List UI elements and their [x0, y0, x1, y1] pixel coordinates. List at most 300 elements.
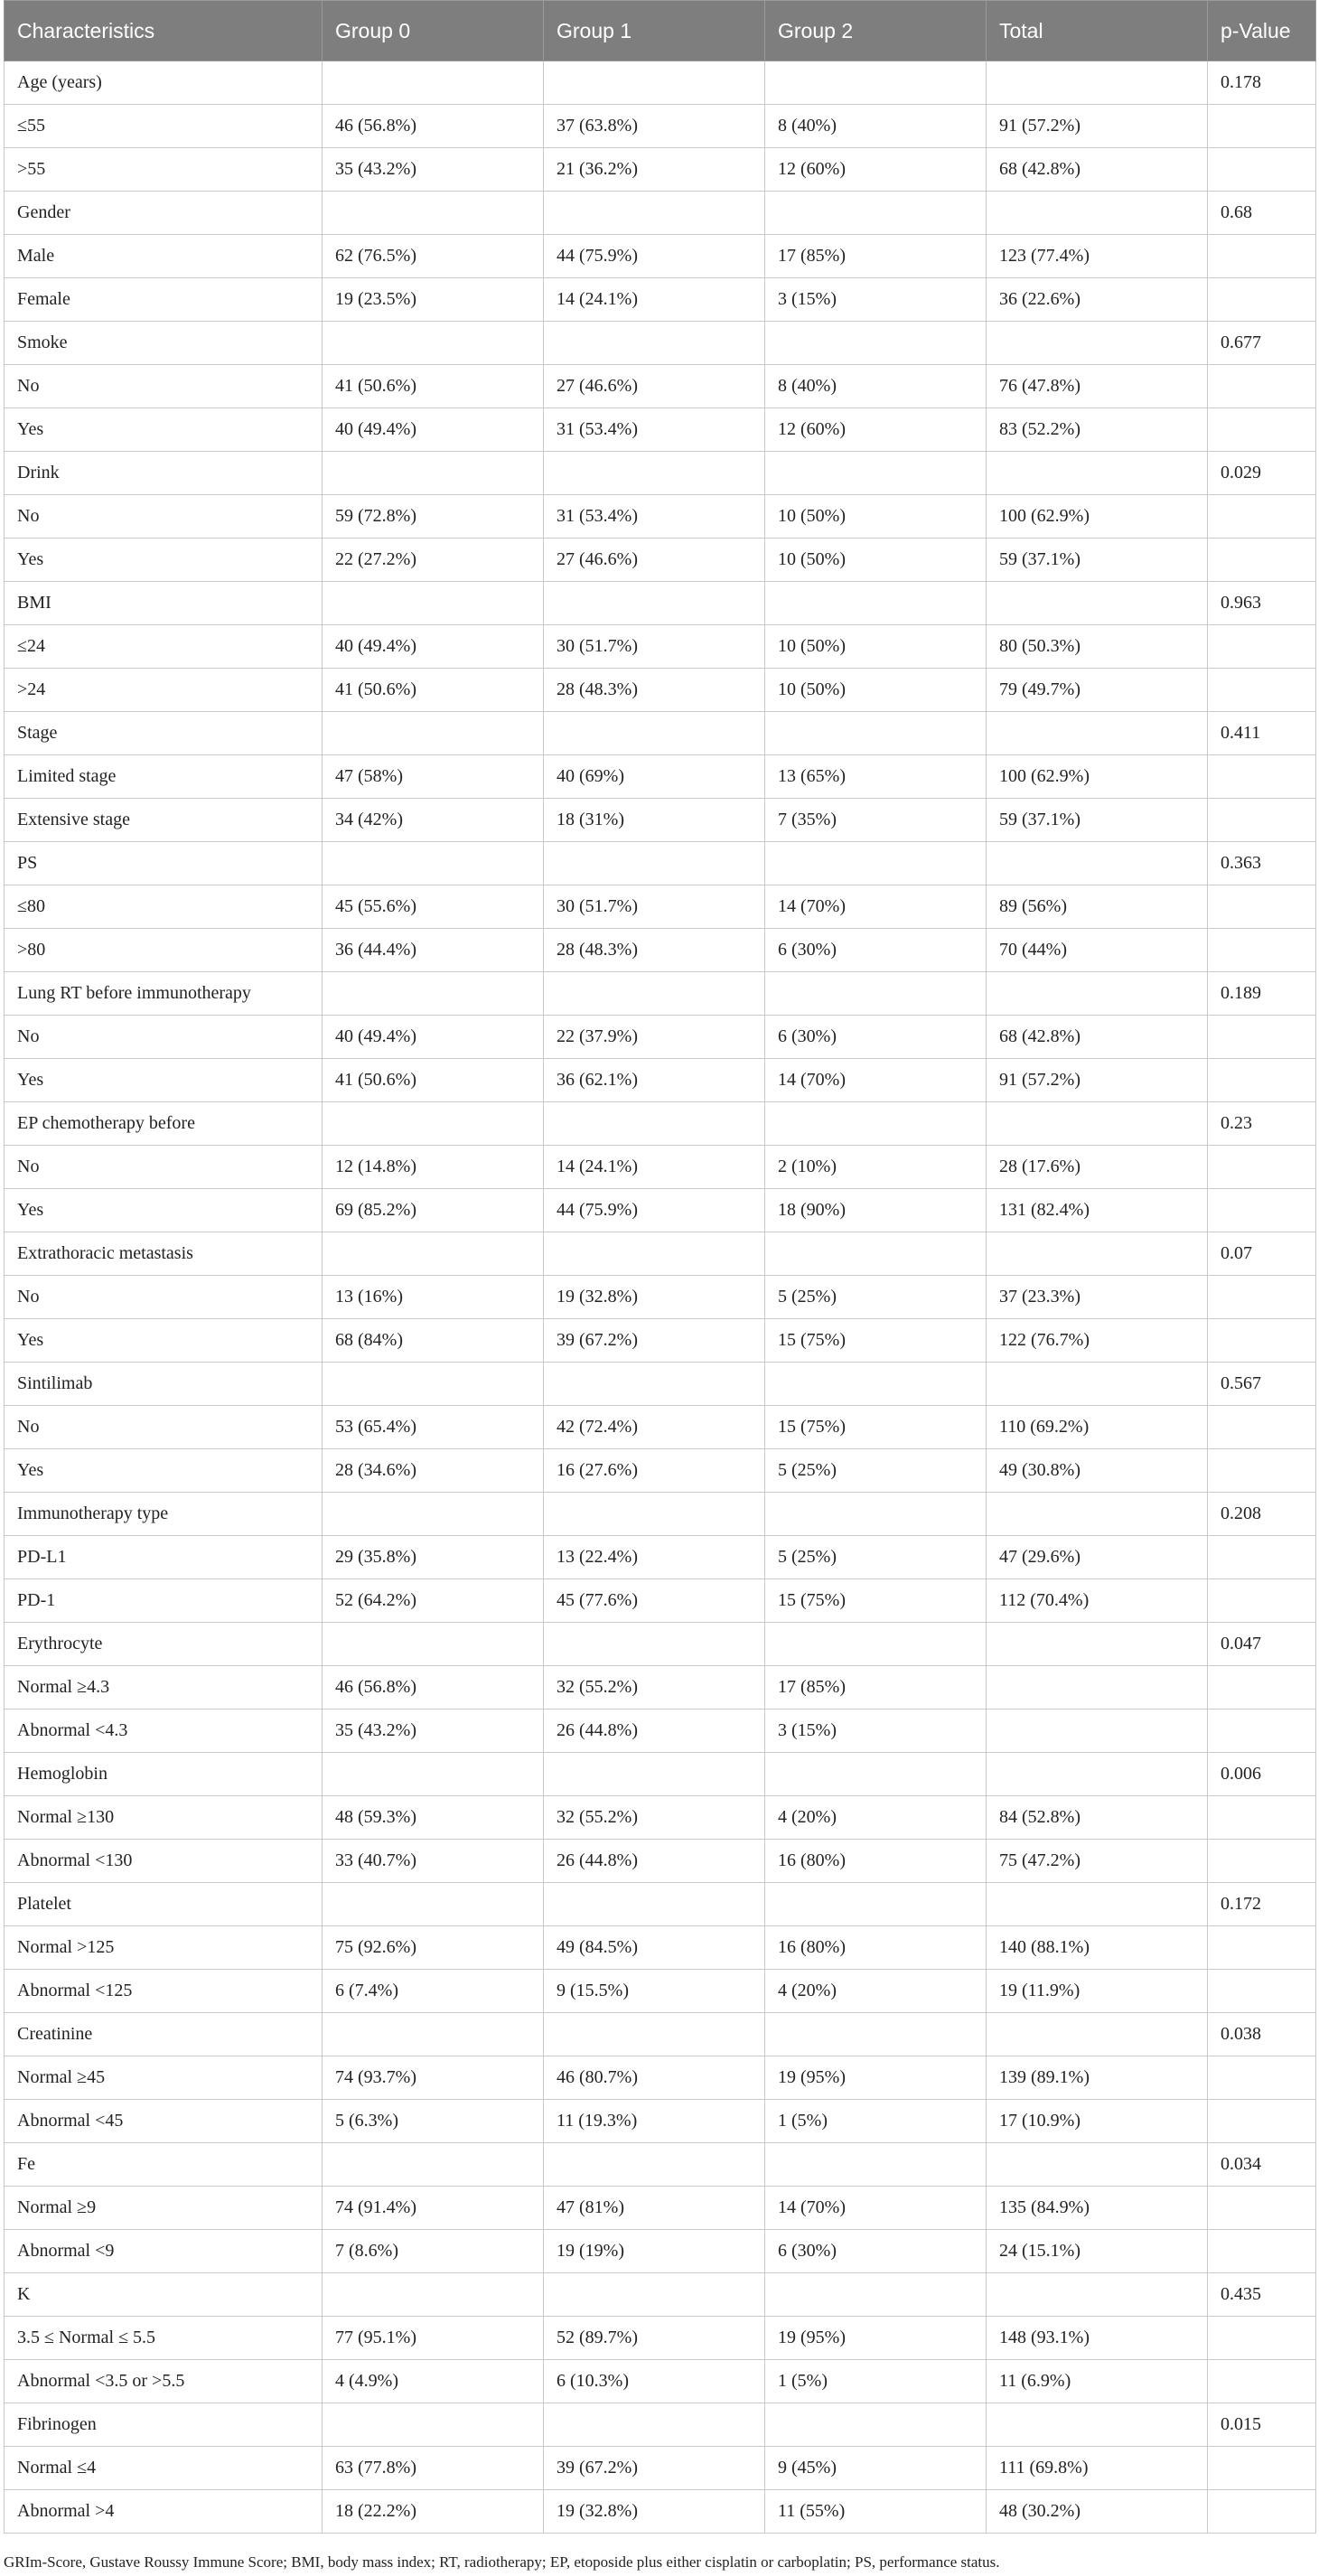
cell-p-value — [1208, 885, 1316, 929]
cell-total: 111 (69.8%) — [987, 2447, 1208, 2490]
cell-group-0: 29 (35.8%) — [323, 1536, 544, 1579]
cell-group-2: 17 (85%) — [765, 235, 987, 278]
cell-group-2 — [765, 1102, 987, 1146]
table-row — [5, 61, 1316, 105]
cell-group-0: 63 (77.8%) — [323, 2447, 544, 2490]
cell-characteristic: Limited stage — [5, 755, 323, 799]
table-row — [5, 885, 1316, 929]
cell-total: 68 (42.8%) — [987, 148, 1208, 192]
table-row — [5, 1016, 1316, 1059]
cell-p-value — [1208, 408, 1316, 452]
cell-group-2 — [765, 582, 987, 625]
cell-characteristic: Abnormal <130 — [5, 1840, 323, 1883]
cell-total: 80 (50.3%) — [987, 625, 1208, 669]
cell-group-2 — [765, 2013, 987, 2056]
cell-group-0: 40 (49.4%) — [323, 1016, 544, 1059]
cell-p-value: 0.07 — [1208, 1232, 1316, 1276]
cell-group-1 — [544, 192, 765, 235]
cell-group-0: 45 (55.6%) — [323, 885, 544, 929]
cell-characteristic: Normal ≥4.3 — [5, 1666, 323, 1710]
cell-characteristic: Sintilimab — [5, 1363, 323, 1406]
table-row — [5, 2100, 1316, 2143]
cell-group-1: 19 (32.8%) — [544, 1276, 765, 1319]
cell-total — [987, 2403, 1208, 2447]
table-row — [5, 1710, 1316, 1753]
cell-characteristic: Abnormal >4 — [5, 2490, 323, 2534]
cell-group-1: 6 (10.3%) — [544, 2360, 765, 2403]
cell-total — [987, 1753, 1208, 1796]
cell-group-1: 37 (63.8%) — [544, 105, 765, 148]
cell-group-2: 19 (95%) — [765, 2056, 987, 2100]
cell-group-0: 40 (49.4%) — [323, 408, 544, 452]
cell-group-2: 10 (50%) — [765, 539, 987, 582]
cell-group-2: 12 (60%) — [765, 408, 987, 452]
table-row — [5, 929, 1316, 972]
cell-p-value — [1208, 1840, 1316, 1883]
cell-group-2 — [765, 1623, 987, 1666]
cell-group-1: 45 (77.6%) — [544, 1579, 765, 1623]
cell-group-2 — [765, 322, 987, 365]
cell-group-1 — [544, 1493, 765, 1536]
cell-group-0: 4 (4.9%) — [323, 2360, 544, 2403]
cell-total: 48 (30.2%) — [987, 2490, 1208, 2534]
cell-group-2: 18 (90%) — [765, 1189, 987, 1232]
cell-p-value — [1208, 1926, 1316, 1970]
cell-group-2: 16 (80%) — [765, 1926, 987, 1970]
cell-characteristic: K — [5, 2273, 323, 2317]
cell-group-1 — [544, 1363, 765, 1406]
cell-characteristic: Yes — [5, 539, 323, 582]
cell-p-value: 0.68 — [1208, 192, 1316, 235]
cell-group-2: 4 (20%) — [765, 1796, 987, 1840]
cell-characteristic: Yes — [5, 408, 323, 452]
table-row — [5, 1449, 1316, 1493]
cell-p-value: 0.677 — [1208, 322, 1316, 365]
cell-group-1: 28 (48.3%) — [544, 929, 765, 972]
cell-group-2 — [765, 1753, 987, 1796]
cell-group-0: 12 (14.8%) — [323, 1146, 544, 1189]
cell-characteristic: Abnormal <125 — [5, 1970, 323, 2013]
cell-p-value: 0.208 — [1208, 1493, 1316, 1536]
table-row — [5, 582, 1316, 625]
table-row — [5, 2273, 1316, 2317]
cell-group-0: 18 (22.2%) — [323, 2490, 544, 2534]
cell-group-0: 59 (72.8%) — [323, 495, 544, 539]
header-group-1: Group 1 — [544, 1, 765, 61]
cell-p-value — [1208, 1666, 1316, 1710]
cell-group-1: 14 (24.1%) — [544, 1146, 765, 1189]
cell-characteristic: Fe — [5, 2143, 323, 2187]
cell-group-2: 6 (30%) — [765, 2230, 987, 2273]
cell-group-0 — [323, 1883, 544, 1926]
cell-group-2 — [765, 1232, 987, 1276]
cell-total: 59 (37.1%) — [987, 799, 1208, 842]
cell-group-2: 9 (45%) — [765, 2447, 987, 2490]
cell-group-0 — [323, 1623, 544, 1666]
cell-group-2 — [765, 192, 987, 235]
cell-total — [987, 1883, 1208, 1926]
cell-group-0: 22 (27.2%) — [323, 539, 544, 582]
cell-group-2: 10 (50%) — [765, 495, 987, 539]
cell-characteristic: ≤80 — [5, 885, 323, 929]
table-row — [5, 1059, 1316, 1102]
cell-group-1 — [544, 2273, 765, 2317]
cell-characteristic: No — [5, 1016, 323, 1059]
cell-p-value — [1208, 1059, 1316, 1102]
cell-total — [987, 1363, 1208, 1406]
cell-p-value — [1208, 2360, 1316, 2403]
cell-p-value — [1208, 2100, 1316, 2143]
cell-group-1 — [544, 452, 765, 495]
cell-total: 84 (52.8%) — [987, 1796, 1208, 1840]
table-row — [5, 192, 1316, 235]
cell-group-0: 77 (95.1%) — [323, 2317, 544, 2360]
cell-p-value: 0.963 — [1208, 582, 1316, 625]
cell-total — [987, 452, 1208, 495]
cell-p-value: 0.189 — [1208, 972, 1316, 1016]
cell-group-1: 32 (55.2%) — [544, 1666, 765, 1710]
cell-group-2: 17 (85%) — [765, 1666, 987, 1710]
cell-group-0: 52 (64.2%) — [323, 1579, 544, 1623]
cell-characteristic: Extrathoracic metastasis — [5, 1232, 323, 1276]
table-row — [5, 148, 1316, 192]
table-row — [5, 625, 1316, 669]
cell-group-2: 10 (50%) — [765, 625, 987, 669]
cell-p-value — [1208, 1406, 1316, 1449]
cell-group-1 — [544, 2013, 765, 2056]
table-row — [5, 1926, 1316, 1970]
cell-group-1: 30 (51.7%) — [544, 625, 765, 669]
cell-group-2: 14 (70%) — [765, 2187, 987, 2230]
cell-characteristic: Normal ≥45 — [5, 2056, 323, 2100]
cell-characteristic: Drink — [5, 452, 323, 495]
cell-total: 91 (57.2%) — [987, 105, 1208, 148]
cell-group-1: 27 (46.6%) — [544, 365, 765, 408]
header-characteristics: Characteristics — [5, 1, 323, 61]
table-row — [5, 105, 1316, 148]
cell-group-0: 41 (50.6%) — [323, 365, 544, 408]
cell-group-0: 46 (56.8%) — [323, 1666, 544, 1710]
table-row — [5, 2230, 1316, 2273]
cell-group-1: 31 (53.4%) — [544, 408, 765, 452]
characteristics-table — [4, 0, 1316, 2534]
cell-group-2: 11 (55%) — [765, 2490, 987, 2534]
cell-total: 148 (93.1%) — [987, 2317, 1208, 2360]
cell-characteristic: No — [5, 365, 323, 408]
cell-group-2: 12 (60%) — [765, 148, 987, 192]
cell-characteristic: Extensive stage — [5, 799, 323, 842]
cell-total: 110 (69.2%) — [987, 1406, 1208, 1449]
cell-characteristic: Fibrinogen — [5, 2403, 323, 2447]
cell-group-2 — [765, 842, 987, 885]
cell-group-2: 4 (20%) — [765, 1970, 987, 2013]
table-row — [5, 539, 1316, 582]
cell-group-1: 11 (19.3%) — [544, 2100, 765, 2143]
cell-total: 76 (47.8%) — [987, 365, 1208, 408]
cell-group-1 — [544, 1232, 765, 1276]
cell-group-0: 35 (43.2%) — [323, 1710, 544, 1753]
cell-total: 79 (49.7%) — [987, 669, 1208, 712]
cell-group-1: 26 (44.8%) — [544, 1710, 765, 1753]
cell-group-1 — [544, 61, 765, 105]
cell-group-2: 8 (40%) — [765, 105, 987, 148]
cell-p-value — [1208, 1146, 1316, 1189]
table-row — [5, 2360, 1316, 2403]
table-row — [5, 1276, 1316, 1319]
cell-group-1: 42 (72.4%) — [544, 1406, 765, 1449]
cell-group-1: 19 (19%) — [544, 2230, 765, 2273]
table-header-row — [5, 1, 1316, 61]
cell-p-value — [1208, 105, 1316, 148]
cell-group-0: 7 (8.6%) — [323, 2230, 544, 2273]
cell-characteristic: No — [5, 495, 323, 539]
cell-total — [987, 1623, 1208, 1666]
cell-characteristic: Abnormal <4.3 — [5, 1710, 323, 1753]
cell-group-1 — [544, 322, 765, 365]
cell-characteristic: Normal >125 — [5, 1926, 323, 1970]
cell-group-0: 35 (43.2%) — [323, 148, 544, 192]
table-row — [5, 1623, 1316, 1666]
cell-p-value — [1208, 148, 1316, 192]
table-row — [5, 1666, 1316, 1710]
cell-group-2 — [765, 2143, 987, 2187]
cell-characteristic: Abnormal <3.5 or >5.5 — [5, 2360, 323, 2403]
table-row — [5, 842, 1316, 885]
cell-p-value — [1208, 365, 1316, 408]
cell-total — [987, 712, 1208, 755]
cell-group-2: 6 (30%) — [765, 929, 987, 972]
cell-group-1: 40 (69%) — [544, 755, 765, 799]
cell-characteristic: BMI — [5, 582, 323, 625]
table-row — [5, 1363, 1316, 1406]
cell-p-value — [1208, 278, 1316, 322]
cell-total: 91 (57.2%) — [987, 1059, 1208, 1102]
table-row — [5, 235, 1316, 278]
cell-group-2: 3 (15%) — [765, 1710, 987, 1753]
cell-total: 135 (84.9%) — [987, 2187, 1208, 2230]
cell-p-value — [1208, 1016, 1316, 1059]
cell-p-value — [1208, 1796, 1316, 1840]
cell-p-value — [1208, 2317, 1316, 2360]
cell-group-1: 31 (53.4%) — [544, 495, 765, 539]
header-group-2: Group 2 — [765, 1, 987, 61]
cell-group-1 — [544, 842, 765, 885]
cell-group-1: 44 (75.9%) — [544, 1189, 765, 1232]
cell-group-1: 28 (48.3%) — [544, 669, 765, 712]
cell-group-1 — [544, 1623, 765, 1666]
cell-characteristic: Normal ≥130 — [5, 1796, 323, 1840]
cell-group-0: 36 (44.4%) — [323, 929, 544, 972]
cell-total: 100 (62.9%) — [987, 755, 1208, 799]
cell-group-2: 7 (35%) — [765, 799, 987, 842]
cell-group-1 — [544, 1753, 765, 1796]
cell-group-1: 22 (37.9%) — [544, 1016, 765, 1059]
cell-group-0: 41 (50.6%) — [323, 669, 544, 712]
cell-characteristic: >24 — [5, 669, 323, 712]
table-row — [5, 799, 1316, 842]
cell-p-value: 0.178 — [1208, 61, 1316, 105]
cell-group-2: 15 (75%) — [765, 1319, 987, 1363]
cell-total — [987, 192, 1208, 235]
cell-characteristic: Yes — [5, 1189, 323, 1232]
cell-total: 131 (82.4%) — [987, 1189, 1208, 1232]
cell-p-value — [1208, 1319, 1316, 1363]
table-row — [5, 2317, 1316, 2360]
cell-group-0 — [323, 61, 544, 105]
cell-characteristic: No — [5, 1146, 323, 1189]
cell-characteristic: ≤24 — [5, 625, 323, 669]
cell-p-value: 0.038 — [1208, 2013, 1316, 2056]
header-total: Total — [987, 1, 1208, 61]
cell-total — [987, 1493, 1208, 1536]
cell-characteristic: 3.5 ≤ Normal ≤ 5.5 — [5, 2317, 323, 2360]
cell-group-1 — [544, 2403, 765, 2447]
table-row — [5, 2056, 1316, 2100]
cell-characteristic: >80 — [5, 929, 323, 972]
cell-group-1: 44 (75.9%) — [544, 235, 765, 278]
cell-characteristic: EP chemotherapy before — [5, 1102, 323, 1146]
cell-characteristic: PD-1 — [5, 1579, 323, 1623]
table-row — [5, 2143, 1316, 2187]
cell-group-0: 40 (49.4%) — [323, 625, 544, 669]
table-row — [5, 669, 1316, 712]
cell-p-value: 0.435 — [1208, 2273, 1316, 2317]
cell-characteristic: Normal ≤4 — [5, 2447, 323, 2490]
cell-characteristic: Abnormal <9 — [5, 2230, 323, 2273]
header-group-0: Group 0 — [323, 1, 544, 61]
cell-group-0: 69 (85.2%) — [323, 1189, 544, 1232]
cell-group-0: 28 (34.6%) — [323, 1449, 544, 1493]
table-row — [5, 495, 1316, 539]
cell-group-1: 13 (22.4%) — [544, 1536, 765, 1579]
table-row — [5, 1579, 1316, 1623]
cell-group-2: 1 (5%) — [765, 2360, 987, 2403]
cell-p-value — [1208, 755, 1316, 799]
cell-group-1: 52 (89.7%) — [544, 2317, 765, 2360]
cell-group-0 — [323, 1232, 544, 1276]
table-row — [5, 1796, 1316, 1840]
cell-total: 75 (47.2%) — [987, 1840, 1208, 1883]
cell-group-1: 16 (27.6%) — [544, 1449, 765, 1493]
cell-total — [987, 61, 1208, 105]
cell-total: 28 (17.6%) — [987, 1146, 1208, 1189]
cell-p-value — [1208, 2230, 1316, 2273]
table-row — [5, 2013, 1316, 2056]
cell-group-1 — [544, 1883, 765, 1926]
cell-group-0 — [323, 2143, 544, 2187]
cell-p-value — [1208, 669, 1316, 712]
cell-group-0: 41 (50.6%) — [323, 1059, 544, 1102]
cell-group-1: 9 (15.5%) — [544, 1970, 765, 2013]
cell-total: 37 (23.3%) — [987, 1276, 1208, 1319]
cell-p-value — [1208, 799, 1316, 842]
table-row — [5, 408, 1316, 452]
cell-group-1 — [544, 1102, 765, 1146]
cell-group-0: 62 (76.5%) — [323, 235, 544, 278]
table-row — [5, 322, 1316, 365]
cell-group-0 — [323, 2403, 544, 2447]
cell-group-0 — [323, 712, 544, 755]
cell-total — [987, 1232, 1208, 1276]
cell-group-2: 5 (25%) — [765, 1536, 987, 1579]
table-row — [5, 972, 1316, 1016]
cell-total: 19 (11.9%) — [987, 1970, 1208, 2013]
cell-total: 123 (77.4%) — [987, 235, 1208, 278]
cell-group-1: 47 (81%) — [544, 2187, 765, 2230]
cell-characteristic: Erythrocyte — [5, 1623, 323, 1666]
cell-total — [987, 1710, 1208, 1753]
cell-group-0 — [323, 1753, 544, 1796]
cell-p-value: 0.034 — [1208, 2143, 1316, 2187]
cell-characteristic: Age (years) — [5, 61, 323, 105]
cell-group-0 — [323, 322, 544, 365]
cell-group-1: 49 (84.5%) — [544, 1926, 765, 1970]
table-row — [5, 365, 1316, 408]
cell-p-value — [1208, 235, 1316, 278]
cell-group-2: 2 (10%) — [765, 1146, 987, 1189]
cell-characteristic: Immunotherapy type — [5, 1493, 323, 1536]
cell-characteristic: Smoke — [5, 322, 323, 365]
cell-group-2: 15 (75%) — [765, 1579, 987, 1623]
cell-group-2: 14 (70%) — [765, 1059, 987, 1102]
table-row — [5, 1970, 1316, 2013]
cell-group-0 — [323, 842, 544, 885]
cell-group-1: 18 (31%) — [544, 799, 765, 842]
cell-p-value: 0.411 — [1208, 712, 1316, 755]
cell-group-0 — [323, 2013, 544, 2056]
cell-p-value — [1208, 2490, 1316, 2534]
cell-group-2: 16 (80%) — [765, 1840, 987, 1883]
cell-total — [987, 582, 1208, 625]
cell-p-value — [1208, 1449, 1316, 1493]
cell-group-0 — [323, 582, 544, 625]
cell-p-value: 0.029 — [1208, 452, 1316, 495]
cell-total — [987, 972, 1208, 1016]
cell-group-1: 30 (51.7%) — [544, 885, 765, 929]
cell-group-1 — [544, 582, 765, 625]
table-body — [5, 61, 1316, 2534]
cell-group-2 — [765, 972, 987, 1016]
cell-characteristic: Yes — [5, 1449, 323, 1493]
cell-group-2 — [765, 2403, 987, 2447]
cell-group-1: 21 (36.2%) — [544, 148, 765, 192]
cell-p-value — [1208, 1536, 1316, 1579]
cell-characteristic: Stage — [5, 712, 323, 755]
cell-group-2: 1 (5%) — [765, 2100, 987, 2143]
cell-p-value — [1208, 1276, 1316, 1319]
cell-total: 70 (44%) — [987, 929, 1208, 972]
cell-group-2: 8 (40%) — [765, 365, 987, 408]
cell-total — [987, 2143, 1208, 2187]
cell-group-2 — [765, 2273, 987, 2317]
cell-p-value: 0.23 — [1208, 1102, 1316, 1146]
cell-group-0: 75 (92.6%) — [323, 1926, 544, 1970]
cell-total: 36 (22.6%) — [987, 278, 1208, 322]
cell-total: 100 (62.9%) — [987, 495, 1208, 539]
cell-characteristic: Abnormal <45 — [5, 2100, 323, 2143]
cell-total: 17 (10.9%) — [987, 2100, 1208, 2143]
cell-group-1 — [544, 2143, 765, 2187]
cell-total: 122 (76.7%) — [987, 1319, 1208, 1363]
cell-characteristic: Hemoglobin — [5, 1753, 323, 1796]
cell-group-0: 68 (84%) — [323, 1319, 544, 1363]
cell-characteristic: Creatinine — [5, 2013, 323, 2056]
table-row — [5, 1536, 1316, 1579]
cell-group-2: 10 (50%) — [765, 669, 987, 712]
cell-group-2 — [765, 452, 987, 495]
cell-group-2: 13 (65%) — [765, 755, 987, 799]
table-row — [5, 1102, 1316, 1146]
